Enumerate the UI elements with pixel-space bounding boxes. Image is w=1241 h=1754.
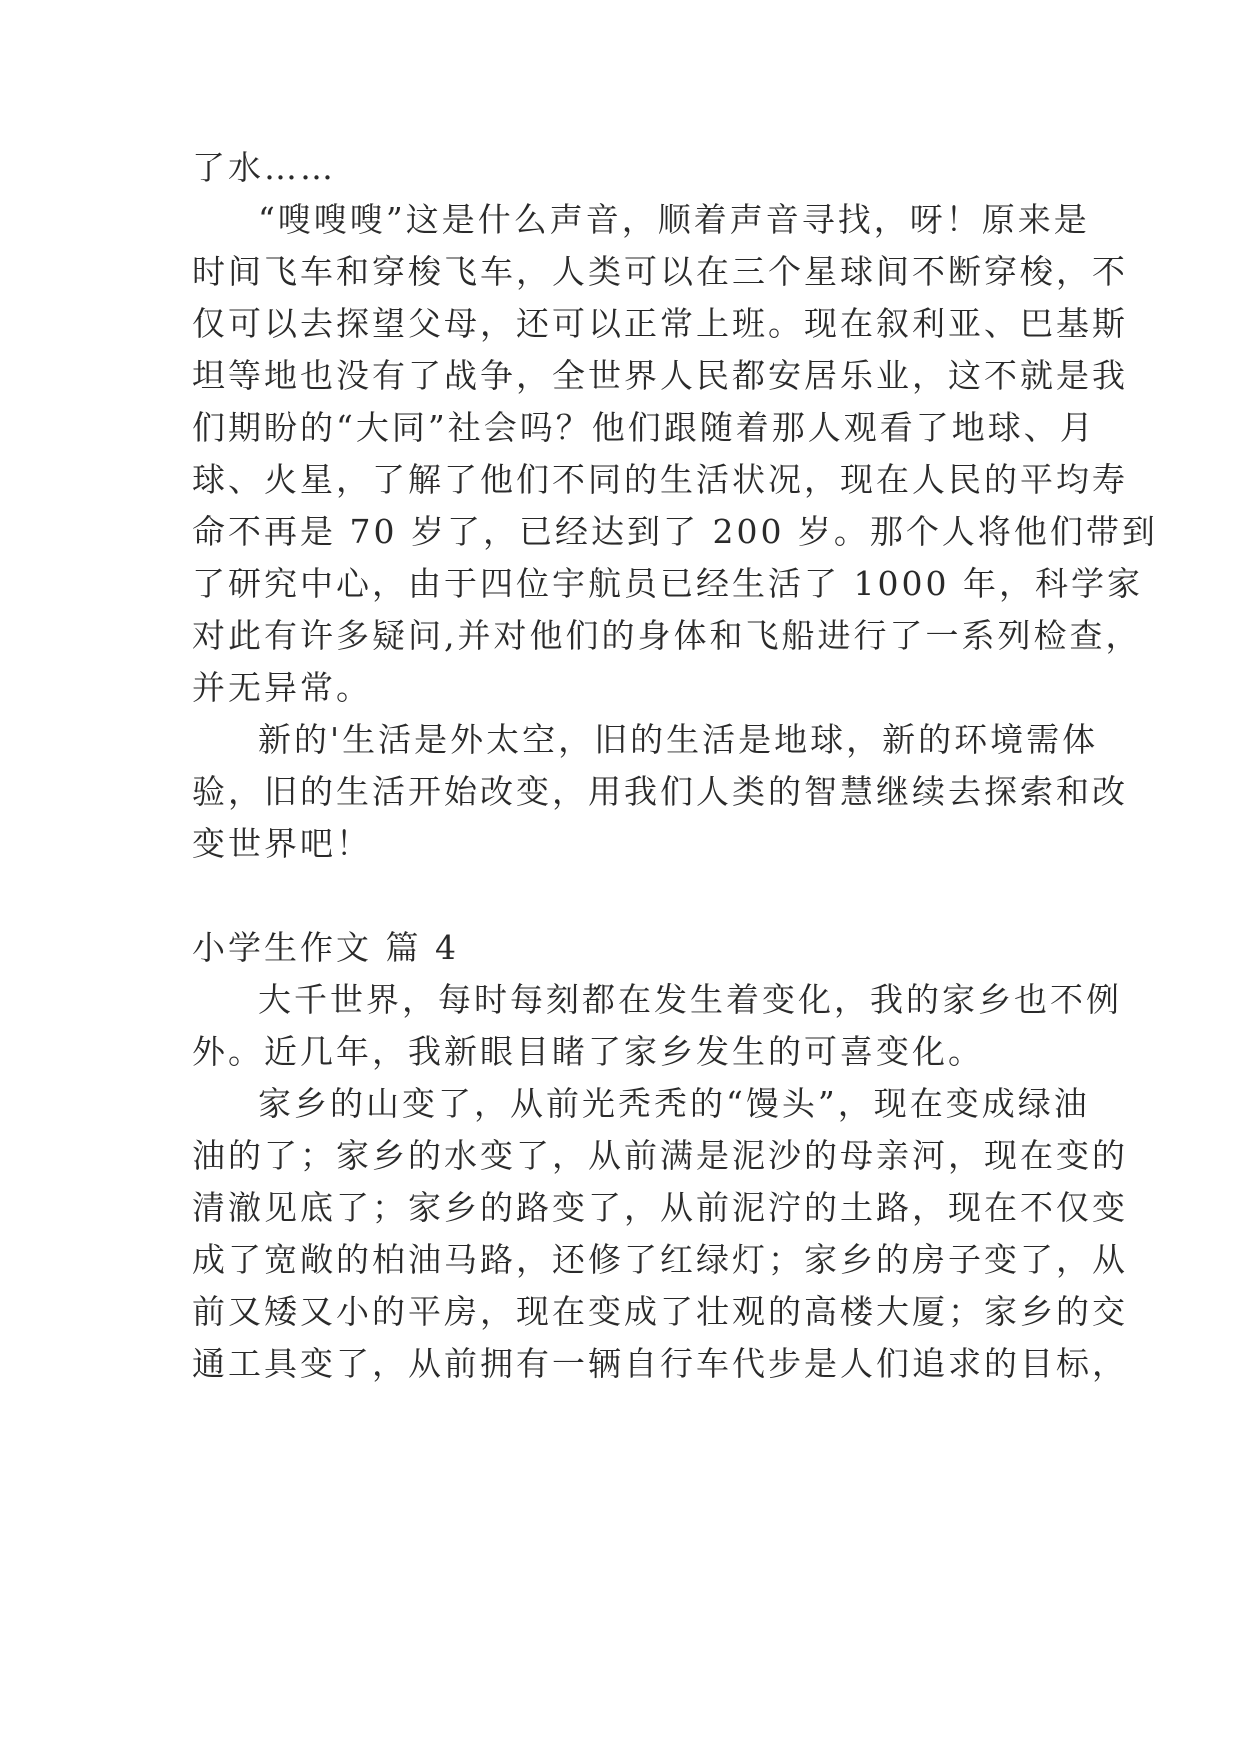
text-line: 前又矮又小的平房，现在变成了壮观的高楼大厦；家乡的交	[192, 1292, 1128, 1331]
section-heading: 小学生作文 篇 4	[192, 928, 459, 967]
text-line: 大千世界，每时每刻都在发生着变化，我的家乡也不例	[258, 980, 1122, 1019]
text-line: 仅可以去探望父母，还可以正常上班。现在叙利亚、巴基斯	[192, 304, 1128, 343]
text-line: 了水……	[192, 148, 336, 187]
text-line: 油的了；家乡的水变了，从前满是泥沙的母亲河，现在变的	[192, 1136, 1128, 1175]
text-line: “嗖嗖嗖”这是什么声音，顺着声音寻找，呀！原来是	[258, 200, 1090, 239]
text-line: 了研究中心，由于四位宇航员已经生活了 1000 年，科学家	[192, 564, 1143, 603]
text-line: 并无异常。	[192, 668, 372, 707]
text-line: 家乡的山变了，从前光秃秃的“馒头”，现在变成绿油	[258, 1084, 1090, 1123]
text-line: 命不再是 70 岁了，已经达到了 200 岁。那个人将他们带到	[192, 512, 1158, 551]
text-line: 新的'生活是外太空，旧的生活是地球，新的环境需体	[258, 720, 1099, 759]
text-line: 外。近几年，我新眼目睹了家乡发生的可喜变化。	[192, 1032, 984, 1071]
text-line: 对此有许多疑问,并对他们的身体和飞船进行了一系列检查，	[192, 616, 1142, 655]
text-line: 变世界吧！	[192, 824, 372, 863]
text-line: 通工具变了，从前拥有一辆自行车代步是人们追求的目标，	[192, 1344, 1128, 1383]
text-line: 们期盼的“大同”社会吗？他们跟随着那人观看了地球、月	[192, 408, 1096, 447]
text-line: 成了宽敞的柏油马路，还修了红绿灯；家乡的房子变了，从	[192, 1240, 1128, 1279]
text-line: 球、火星，了解了他们不同的生活状况，现在人民的平均寿	[192, 460, 1128, 499]
text-line: 清澈见底了；家乡的路变了，从前泥泞的土路，现在不仅变	[192, 1188, 1128, 1227]
text-line: 验，旧的生活开始改变，用我们人类的智慧继续去探索和改	[192, 772, 1128, 811]
text-line: 坦等地也没有了战争，全世界人民都安居乐业，这不就是我	[192, 356, 1128, 395]
text-line: 时间飞车和穿梭飞车，人类可以在三个星球间不断穿梭，不	[192, 252, 1128, 291]
